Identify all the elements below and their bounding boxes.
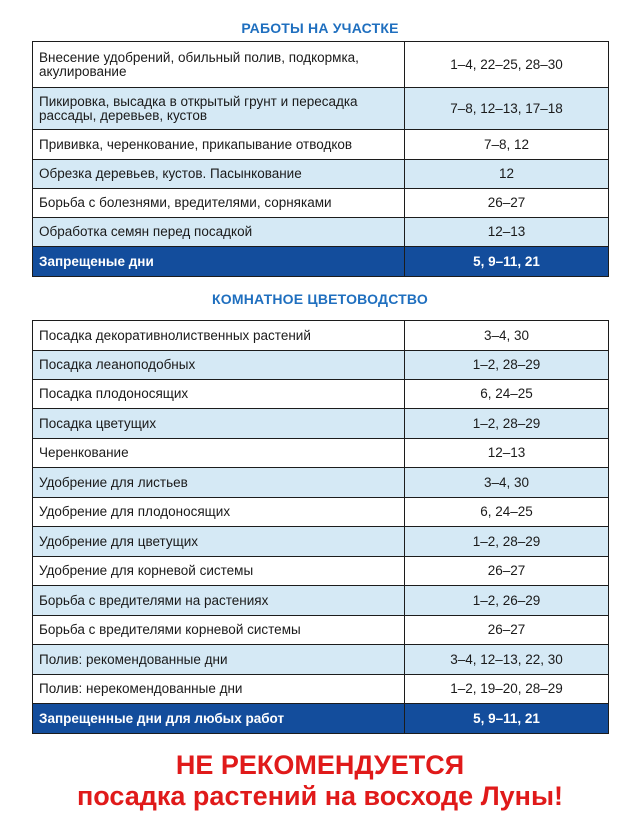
- table-row: [33, 498, 609, 527]
- table-row: [33, 439, 609, 468]
- banned-label: Запрещеные дни: [33, 247, 405, 277]
- table-row: [33, 130, 609, 160]
- work-cell: Обрезка деревьев, кустов. Пасынкование: [33, 160, 405, 189]
- days-cell: 6, 24–25: [405, 498, 609, 527]
- table-row: [33, 88, 609, 130]
- table-row: [33, 616, 609, 645]
- section-title-garden: РАБОТЫ НА УЧАСТКЕ: [241, 20, 399, 36]
- banned-days: 5, 9–11, 21: [405, 704, 609, 734]
- banned-days-row: [33, 704, 609, 734]
- section-title-indoor: КОМНАТНОЕ ЦВЕТОВОДСТВО: [212, 291, 428, 307]
- work-cell: Посадка цветущих: [33, 409, 405, 439]
- indoor-works-table: [32, 320, 609, 734]
- table-row: [33, 586, 609, 616]
- days-cell: 1–2, 28–29: [405, 351, 609, 380]
- table-row: [33, 42, 609, 88]
- table-row: [33, 557, 609, 586]
- banned-days: 5, 9–11, 21: [405, 247, 609, 277]
- work-cell: Посадка декоративнолиственных растений: [33, 321, 405, 351]
- table-row: [33, 160, 609, 189]
- work-cell: Удобрение для плодоносящих: [33, 498, 405, 527]
- work-cell: Посадка леаноподобных: [33, 351, 405, 380]
- table-row: [33, 351, 609, 380]
- banned-label: Запрещенные дни для любых работ: [33, 704, 405, 734]
- table-row: [33, 645, 609, 675]
- table-row: [33, 218, 609, 247]
- table-row: [33, 380, 609, 409]
- days-cell: 7–8, 12: [405, 130, 609, 160]
- work-cell: Обработка семян перед посадкой: [33, 218, 405, 247]
- work-cell: Посадка плодоносящих: [33, 380, 405, 409]
- days-cell: 1–2, 26–29: [405, 586, 609, 616]
- banned-days-row: [33, 247, 609, 277]
- days-cell: 1–2, 28–29: [405, 527, 609, 557]
- warning-line-2: посадка растений на восходе Луны!: [76, 781, 564, 811]
- days-cell: 3–4, 30: [405, 468, 609, 498]
- days-cell: 26–27: [405, 616, 609, 645]
- table-row: [33, 468, 609, 498]
- work-cell: Борьба с вредителями корневой системы: [33, 616, 405, 645]
- days-cell: 1–4, 22–25, 28–30: [405, 42, 609, 88]
- days-cell: 3–4, 12–13, 22, 30: [405, 645, 609, 675]
- work-cell: Прививка, черенкование, прикапывание отводков: [33, 130, 405, 160]
- days-cell: 6, 24–25: [405, 380, 609, 409]
- days-cell: 26–27: [405, 189, 609, 218]
- garden-works-table: [32, 41, 609, 277]
- days-cell: 1–2, 19–20, 28–29: [405, 675, 609, 704]
- warning-line-1: НЕ РЕКОМЕНДУЕТСЯ: [175, 750, 465, 780]
- table-row: [33, 527, 609, 557]
- days-cell: 1–2, 28–29: [405, 409, 609, 439]
- work-cell: Удобрение для корневой системы: [33, 557, 405, 586]
- work-cell: Удобрение для цветущих: [33, 527, 405, 557]
- work-cell: Борьба с болезнями, вредителями, сорняками: [33, 189, 405, 218]
- days-cell: 26–27: [405, 557, 609, 586]
- work-cell: Черенкование: [33, 439, 405, 468]
- table-row: [33, 409, 609, 439]
- days-cell: 12: [405, 160, 609, 189]
- table-row: [33, 675, 609, 704]
- work-cell: Пикировка, высадка в открытый грунт и пересадка рассады, деревьев, кустов: [33, 88, 405, 130]
- table-row: [33, 189, 609, 218]
- work-cell: Внесение удобрений, обильный полив, подкормка, акулирование: [33, 42, 405, 88]
- work-cell: Удобрение для листьев: [33, 468, 405, 498]
- work-cell: Борьба с вредителями на растениях: [33, 586, 405, 616]
- days-cell: 12–13: [405, 439, 609, 468]
- days-cell: 3–4, 30: [405, 321, 609, 351]
- table-row: [33, 321, 609, 351]
- days-cell: 7–8, 12–13, 17–18: [405, 88, 609, 130]
- work-cell: Полив: нерекомендованные дни: [33, 675, 405, 704]
- days-cell: 12–13: [405, 218, 609, 247]
- work-cell: Полив: рекомендованные дни: [33, 645, 405, 675]
